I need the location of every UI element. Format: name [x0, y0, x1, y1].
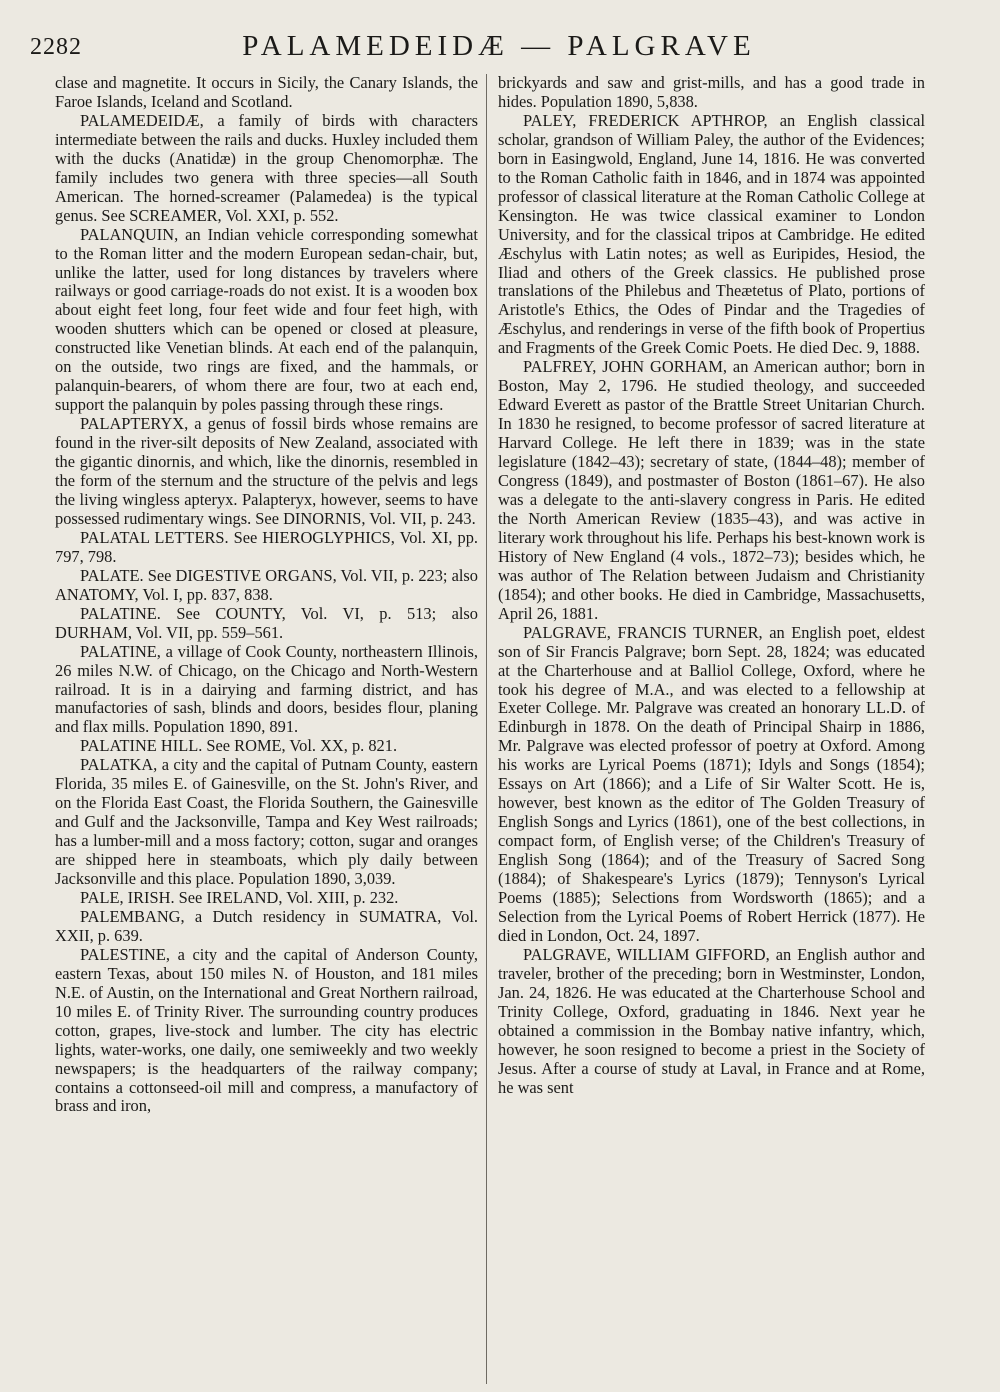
text-columns — [55, 74, 975, 1384]
entry-paragraph: PALATKA, a city and the capital of Putnam County, eastern Florida, 35 miles E. of Gainesville, on the St. John's River, and on the Florida East Coast, the Florida Southern, the Gainesville and Gulf and the Jacksonville, Tampa and Key West railroads; has a lumber-mill and a moss factory; cotton, sugar and oranges are shipped here in steamboats, which ply daily between Jacksonville and this place. Population 1890, 3,039. — [55, 755, 478, 889]
entry-paragraph: PALGRAVE, WILLIAM GIFFORD, an English author and traveler, brother of the preceding; born in Westminster, London, Jan. 24, 1826. He was educated at the Charterhouse School and Trinity College, Oxford, graduating in 1846. Next year he obtained a commission in the Bombay native infantry, which, however, he soon resigned to become a priest in the Society of Jesus. After a course of study at Laval, in France and at Rome, he was sent — [498, 944, 925, 1097]
entry-paragraph: clase and magnetite. It occurs in Sicily, the Canary Islands, the Faroe Islands, Iceland and Scotland. — [55, 74, 478, 111]
entry-paragraph: PALGRAVE, FRANCIS TURNER, an English poet, eldest son of Sir Francis Palgrave; born Sept. 28, 1824; was educated at the Charterhouse and at Balliol College, Oxford, where he took his degree of M.A., and was elected to a fellowship at Exeter College. Mr. Palgrave was created an honorary LL.D. of Edinburgh in 1878. On the death of Principal Shairp in 1886, Mr. Palgrave was elected professor of poetry at Oxford. Among his works are Lyrical Poems (1871); Idyls and Songs (1854); Essays on Art (1866); and a Life of Sir Walter Scott. He is, however, best known as the editor of The Golden Treasury of English Songs and Lyrics (1861), one of the best collections, in compact form, of English verse; of the Children's Treasury of English Song (1864); and of the Treasury of Sacred Song (1884); of Shakespeare's Lyrics (1879); Tennyson's Lyrical Poems (1885); Selections from Wordsworth (1865); and a Selection from the Lyrical Poems of Robert Herrick (1877). He died in London, Oct. 24, 1897. — [498, 622, 925, 945]
entry-paragraph: PALEMBANG, a Dutch residency in SUMATRA, Vol. XXII, p. 639. — [55, 906, 478, 945]
entry-paragraph: PALEY, FREDERICK APTHROP, an English classical scholar, grandson of William Paley, the author of the Evidences; born in Easingwold, England, June 14, 1816. He was converted to the Roman Catholic faith in 1846, and in 1874 was appointed professor of classical literature at the Roman Catholic College at Kensington. He was twice classical examiner to London University, and for the classical tripos at Cambridge. He edited Æschylus with Latin notes; as well as Euripides, Hesiod, the Iliad and others of the Greek classics. He published prose translations of the Philebus and Theætetus of Plato, portions of Aristotle's Ethics, the Odes of Pindar and the Tragedies of Æschylus, and renderings in verse of the fifth book of Propertius and Fragments of the Greek Comic Poets. He died Dec. 9, 1888. — [498, 110, 925, 358]
entry-paragraph: PALATINE, a village of Cook County, northeastern Illinois, 26 miles N.W. of Chicago, on the Chicago and North-Western railroad. It is in a dairying and farming district, and has manufactories of sash, blinds and doors, besides flour, planing and flax mills. Population 1890, 891. — [55, 641, 478, 737]
column-divider — [486, 74, 487, 1384]
entry-paragraph: PALAMEDEIDÆ, a family of birds with characters intermediate between the rails and ducks. Huxley included them with the ducks (Anatidæ) in the group Chenomorphæ. The family includes two genera with three species—all South American. The horned-screamer (Palamedea) is the typical genus. See SCREAMER, Vol. XXI, p. 552. — [55, 110, 478, 225]
entry-paragraph: PALATAL LETTERS. See HIEROGLYPHICS, Vol. XI, pp. 797, 798. — [55, 527, 478, 566]
entry-paragraph: PALAPTERYX, a genus of fossil birds whose remains are found in the river-silt deposits of New Zealand, associated with the gigantic dinornis, and which, like the dinornis, resembled in the form of the sternum and the structure of the pelvis and legs the living wingless apteryx. Palapteryx, however, seems to have possessed rudimentary wings. See DINORNIS, Vol. VII, p. 243. — [55, 414, 478, 528]
left-column — [55, 74, 478, 1384]
entry-paragraph: PALE, IRISH. See IRELAND, Vol. XIII, p. 232. — [80, 887, 399, 907]
entry-paragraph: brickyards and saw and grist-mills, and has a good trade in hides. Population 1890, 5,838. — [498, 74, 925, 111]
entry-paragraph: PALATINE HILL. See ROME, Vol. XX, p. 821. — [80, 736, 398, 756]
entry-paragraph: PALFREY, JOHN GORHAM, an American author; born in Boston, May 2, 1796. He studied theology, and succeeded Edward Everett as pastor of the Brattle Street Unitarian Church. In 1830 he resigned, to become professor of sacred literature at Harvard College. He left there in 1839; was in the state legislature (1842–43); secretary of state, (1844–48); member of Congress (1849), and postmaster of Boston (1861–67). He also was a delegate to the anti-slavery congress in Paris. He edited the North American Review (1835–43), and was active in literary work throughout his life. Perhaps his best-known work is History of New England (4 vols., 1872–73); besides which, he was author of The Relation between Judaism and Christianity (1854); and other books. He died in Cambridge, Massachusetts, April 26, 1881. — [498, 357, 925, 623]
entry-paragraph: PALANQUIN, an Indian vehicle corresponding somewhat to the Roman litter and the modern European sedan-chair, but, unlike the latter, used for long distances by travelers where railways or good carriage-roads do not exist. It is a wooden box about eight feet long, four feet wide and four feet high, with wooden shutters which can be opened or closed at pleasure, constructed like Venetian blinds. At each end of the palanquin, on the outside, two rings are fixed, and the hammals, or palanquin-bearers, of whom there are four, two at each end, support the palanquin by poles passing through these rings. — [55, 224, 478, 415]
entry-paragraph: PALESTINE, a city and the capital of Anderson County, eastern Texas, about 150 miles N. of Houston, and 181 miles N.E. of Austin, on the International and Great Northern railroad, 10 miles E. of Trinity River. The surrounding country produces cotton, grapes, live-stock and lumber. The city has electric lights, water-works, one daily, one semiweekly and two weekly newspapers; is the headquarters of the railway company; contains a cottonseed-oil mill and compress, a manufactory of brass and iron, — [55, 944, 478, 1116]
page-header — [30, 28, 968, 68]
right-column — [498, 74, 925, 1384]
entry-paragraph: PALATINE. See COUNTY, Vol. VI, p. 513; also DURHAM, Vol. VII, pp. 559–561. — [55, 603, 478, 642]
entry-paragraph: PALATE. See DIGESTIVE ORGANS, Vol. VII, p. 223; also ANATOMY, Vol. I, pp. 837, 838. — [55, 565, 478, 604]
running-head: PALAMEDEIDÆ — PALGRAVE — [242, 30, 756, 62]
page-number: 2282 — [30, 34, 82, 60]
